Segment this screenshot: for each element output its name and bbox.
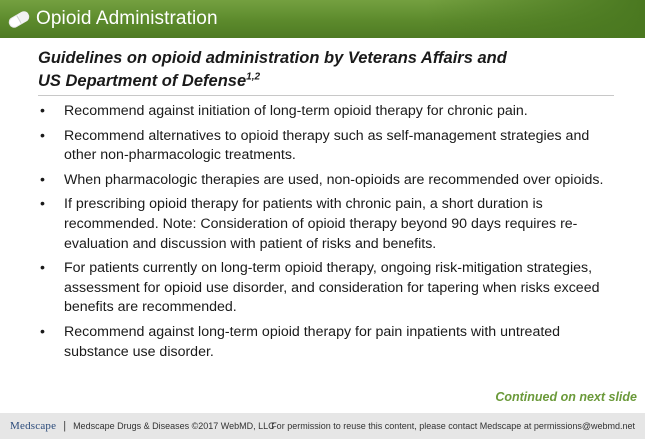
bullet-dot: •	[40, 260, 45, 277]
bullet-item	[38, 171, 618, 191]
bullet-item	[38, 102, 618, 122]
subtitle-line-1: Guidelines on opioid administration by Veterans Affairs and	[38, 49, 507, 67]
medscape-logo: Medscape	[10, 420, 57, 432]
bullet-dot: •	[40, 103, 45, 119]
bullet-text: Recommend against initiation of long-term opioid therapy for chronic pain.	[64, 103, 528, 119]
footer-copyright: Medscape Drugs & Diseases ©2017 WebMD, LLC	[73, 421, 275, 431]
bullet-dot: •	[40, 323, 45, 340]
title-bar-gradient	[425, 0, 645, 38]
bullet-list	[38, 102, 618, 367]
bullet-item	[38, 259, 618, 318]
title-bar	[0, 0, 645, 38]
slide-title: Opioid Administration	[36, 8, 218, 29]
subtitle-line-2: US Department of Defense	[38, 72, 247, 90]
footer-separator: |	[63, 420, 67, 432]
bullet-item	[38, 323, 618, 362]
bullet-item	[38, 195, 618, 254]
bullet-item	[38, 127, 618, 166]
footer-permissions: For permission to reuse this content, please contact Medscape at permissions@webmd.net	[271, 421, 635, 431]
bullet-text: Recommend against long-term opioid therapy for pain inpatients with untreated substance use disorder.	[64, 323, 561, 360]
pill-icon	[7, 9, 32, 30]
footer	[0, 413, 645, 439]
bullet-dot: •	[40, 196, 45, 213]
divider	[38, 95, 614, 96]
bullet-text: When pharmacologic therapies are used, non-opioids are recommended over opioids.	[64, 171, 604, 188]
bullet-text: Recommend alternatives to opioid therapy such as self-management strategies and other non-pharmacologic treatments.	[64, 127, 590, 164]
bullet-text: If prescribing opioid therapy for patients with chronic pain, a short duration is recommended. Note: Consideration of opioid therapy beyond 90 days requires re-evaluation and discussion with patient of risks and benefits.	[64, 196, 578, 252]
continued-note: Continued on next slide	[495, 390, 637, 404]
bullet-dot: •	[40, 171, 45, 188]
subtitle-citation: 1,2	[246, 71, 261, 83]
bullet-dot: •	[40, 127, 45, 144]
bullet-text: For patients currently on long-term opioid therapy, ongoing risk-mitigation strategies, assessment for opioid use disorder, and consideration for tapering when risks exceed benefits are recommended.	[64, 260, 600, 316]
slide-subtitle	[38, 47, 598, 93]
